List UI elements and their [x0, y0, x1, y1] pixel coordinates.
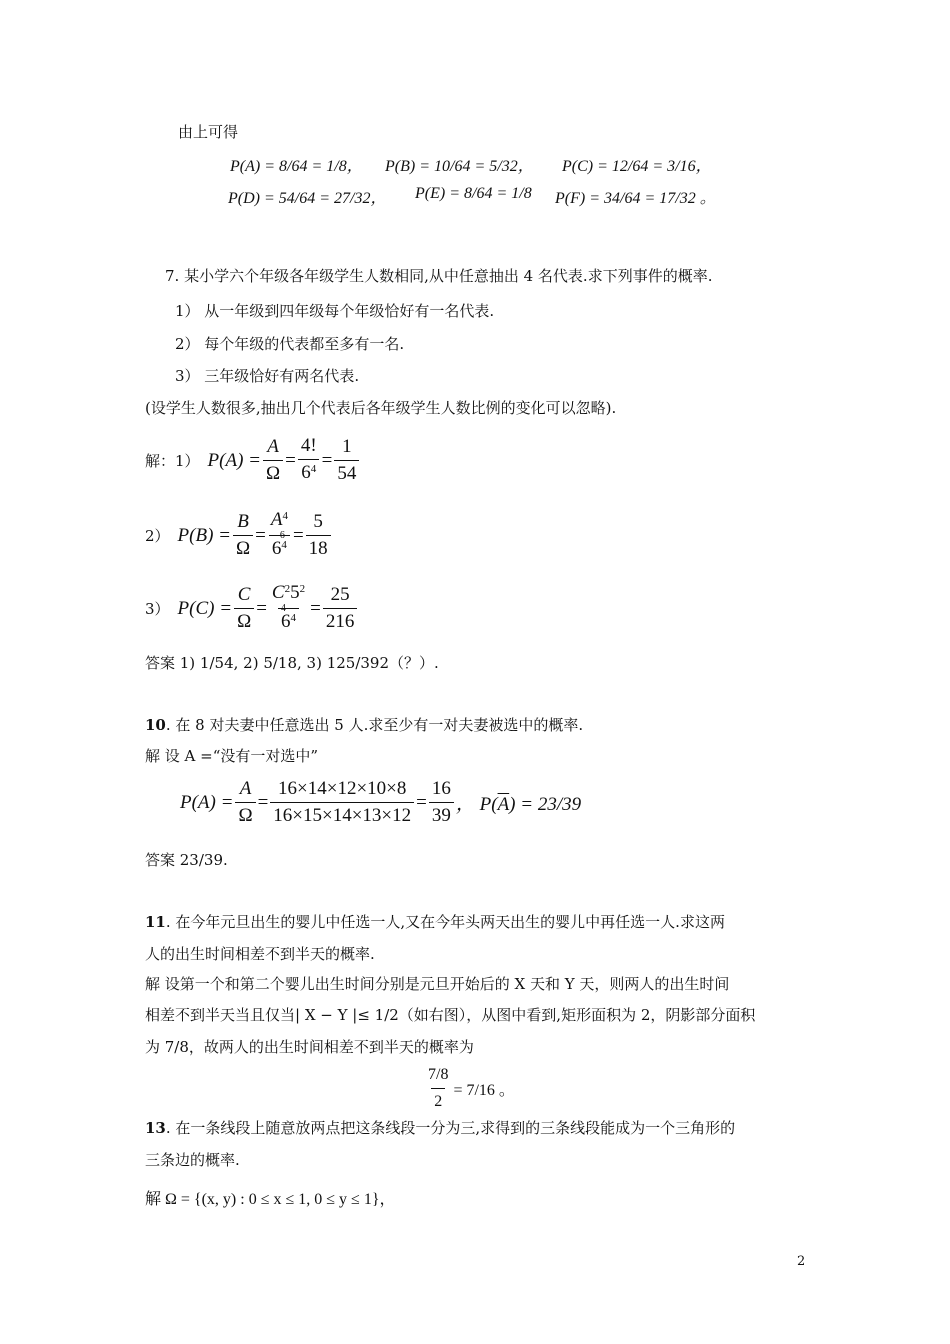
- q10-den1: Ω: [235, 802, 255, 829]
- prob-c: P(C) = 12/64 = 3/16，: [562, 158, 712, 175]
- q11-title-2: 人的出生时间相差不到半天的概率.: [145, 945, 375, 963]
- eq1-frac2: [298, 433, 320, 488]
- eq2-num2: A: [270, 509, 283, 530]
- eq1-den2-exp: 4: [310, 463, 317, 475]
- eq1-frac1: [263, 434, 283, 487]
- q11-frac-den: 2: [431, 1088, 445, 1115]
- eq3-num3: 25: [330, 584, 350, 605]
- q10-frac3: [429, 776, 454, 829]
- q10-tail-pre: ， P(: [455, 794, 498, 815]
- eq3-num1: C: [237, 584, 251, 605]
- eq1-den1: Ω: [263, 460, 283, 487]
- q11-frac-tail: = 7/16 。: [453, 1082, 515, 1099]
- eq3-num2-sub: 4: [280, 603, 286, 614]
- q10-solution-label: 解 设 A =“没有一对选中”: [145, 747, 319, 765]
- q10-den3: 39: [429, 802, 454, 829]
- q11-frac: [425, 1062, 451, 1115]
- q7-solution-3: 3） P(C) = $\frac{C}{\Omega}$ = $C^2$ 4 $5^2$ $6^4$ = $\frac{25}{216}$: [145, 580, 359, 637]
- q7-solution-1: 解：1） P(A) = $\frac{A}{\Omega}$ = $\frac{4!}{6^4}$ = $\frac{1}{54}$: [145, 433, 361, 488]
- solution-label: 解：1）: [145, 452, 200, 470]
- eq2-den3: 18: [306, 535, 331, 562]
- q10-num3: 16: [431, 778, 451, 799]
- q7-solution-2: 2） P(B) = $\frac{B}{\Omega}$ = $A^4$ 6 $6^4$ = $\frac{5}{18}$: [145, 507, 333, 564]
- q10-num2: 16×14×12×10×8: [278, 778, 407, 799]
- q7-item-3: 3） 三年级恰好有两名代表.: [175, 367, 360, 385]
- eq3-frac1: [234, 582, 254, 635]
- eq1-num3: 1: [342, 436, 352, 457]
- q10-title: [145, 714, 583, 735]
- eq2-frac3: [306, 509, 331, 562]
- q7-item-2: 2） 每个年级的代表都至多有一名.: [175, 335, 405, 353]
- eq2-frac2: [268, 507, 291, 564]
- eq2-den1: Ω: [233, 535, 253, 562]
- eq2-den2-exp: 4: [281, 539, 287, 551]
- solution-label-2: 2）: [145, 527, 170, 545]
- eq2-num3: 5: [313, 511, 323, 532]
- eq3-den2: 6: [281, 611, 291, 632]
- intro-text: 由上可得: [178, 123, 239, 141]
- prob-e: P(E) = 8/64 = 1/8: [415, 185, 532, 202]
- eq3-num2b: 5: [290, 582, 300, 603]
- q10-eq-tail: [456, 789, 581, 816]
- q10-eq-lhs: P(A) =: [180, 791, 234, 813]
- eq3-den3: 216: [323, 608, 358, 635]
- eq1-lhs: P(A) =: [207, 449, 261, 471]
- eq3-den2-exp: 4: [290, 612, 296, 624]
- q7-note: (设学生人数很多,抽出几个代表后各年级学生人数比例的变化可以忽略).: [145, 399, 617, 417]
- q10-number: 10: [145, 716, 166, 734]
- prob-b: P(B) = 10/64 = 5/32，: [385, 158, 534, 175]
- eq2-frac1: [233, 509, 253, 562]
- eq3-frac2: [269, 580, 308, 637]
- eq3-lhs: P(C) =: [177, 597, 233, 619]
- solution-label-3: 3）: [145, 600, 170, 618]
- q7-title: 7. 某小学六个年级各年级学生人数相同,从中任意抽出 4 名代表.求下列事件的概率.: [165, 267, 713, 285]
- q11-title-1: [145, 911, 725, 932]
- q10-frac1: [235, 776, 255, 829]
- q10-equation: P(A) = $\frac{A}{\Omega}$ = $\frac{16\times 14\times 12\times 10\times 8}{16\times 15\times 14\times 13\times 12}$ = $\frac{16}{39}$ ， $P(\overline{A}) = 23/39$: [180, 776, 581, 829]
- q7-answer: 答案 1) 1/54, 2) 5/18, 3) 125/392（？）.: [145, 654, 439, 672]
- q10-frac2: [270, 776, 414, 829]
- q7-item-1: 1） 从一年级到四年级每个年级恰好有一名代表.: [175, 302, 495, 320]
- q11-result: [423, 1062, 515, 1115]
- eq3-num2: C: [271, 582, 285, 603]
- eq1-den3: 54: [334, 460, 359, 487]
- q10-tail-bar: $\overline{A}$: [497, 794, 510, 815]
- eq2-num2-sub: 6: [279, 530, 285, 541]
- eq3-num2-sup: 2: [284, 583, 291, 595]
- q13-solution: 解 Ω = {(x, y) : 0 ≤ x ≤ 1, 0 ≤ y ≤ 1}，: [145, 1191, 396, 1208]
- q11-solution-2: 相差不到半天当且仅当| X − Y |≤ 1/2（如右图），从图中看到,矩形面积为 2，阴影部分面积: [145, 1006, 756, 1024]
- eq1-den2: 6: [301, 462, 311, 483]
- q13-title-2: 三条边的概率.: [145, 1151, 240, 1169]
- eq1-num1: A: [267, 436, 279, 457]
- q13-title-text: . 在一条线段上随意放两点把这条线段一分为三,求得到的三条线段能成为一个三角形的: [165, 1119, 736, 1137]
- q10-num1: A: [239, 778, 252, 799]
- q11-number: 11: [145, 913, 166, 931]
- prob-f: P(F) = 34/64 = 17/32 。: [555, 190, 716, 207]
- eq2-lhs: P(B) =: [177, 524, 231, 546]
- q13-number: 13: [145, 1119, 166, 1137]
- q10-den2: 16×15×14×13×12: [270, 802, 414, 829]
- eq2-den2: 6: [271, 538, 282, 559]
- q10-answer: 答案 23/39.: [145, 851, 228, 869]
- prob-d: P(D) = 54/64 = 27/32，: [228, 190, 387, 207]
- prob-a: P(A) = 8/64 = 1/8，: [230, 158, 363, 175]
- q13-title-1: [145, 1117, 735, 1138]
- page-number: 2: [797, 1254, 806, 1269]
- q10-title-text: . 在 8 对夫妻中任意选出 5 人.求至少有一对夫妻被选中的概率.: [165, 716, 584, 734]
- eq3-den1: Ω: [234, 608, 254, 635]
- q11-solution-1: 解 设第一个和第二个婴儿出生时间分别是元旦开始后的 X 天和 Y 天，则两人的出生时间: [145, 975, 730, 993]
- eq3-frac3: [323, 582, 358, 635]
- eq1-frac3: [334, 434, 359, 487]
- q11-frac-num: 7/8: [428, 1066, 449, 1083]
- q10-tail-post: ) = 23/39: [509, 794, 582, 815]
- q11-solution-3: 为 7/8，故两人的出生时间相差不到半天的概率为: [145, 1038, 474, 1056]
- eq2-num2-sup: 4: [282, 510, 288, 522]
- q11-title-text: . 在今年元旦出生的婴儿中任选一人,又在今年头两天出生的婴儿中再任选一人.求这两: [165, 913, 725, 931]
- eq3-num2b-sup: 2: [299, 583, 306, 595]
- eq2-num1: B: [237, 511, 249, 532]
- eq1-num2: 4!: [300, 435, 317, 456]
